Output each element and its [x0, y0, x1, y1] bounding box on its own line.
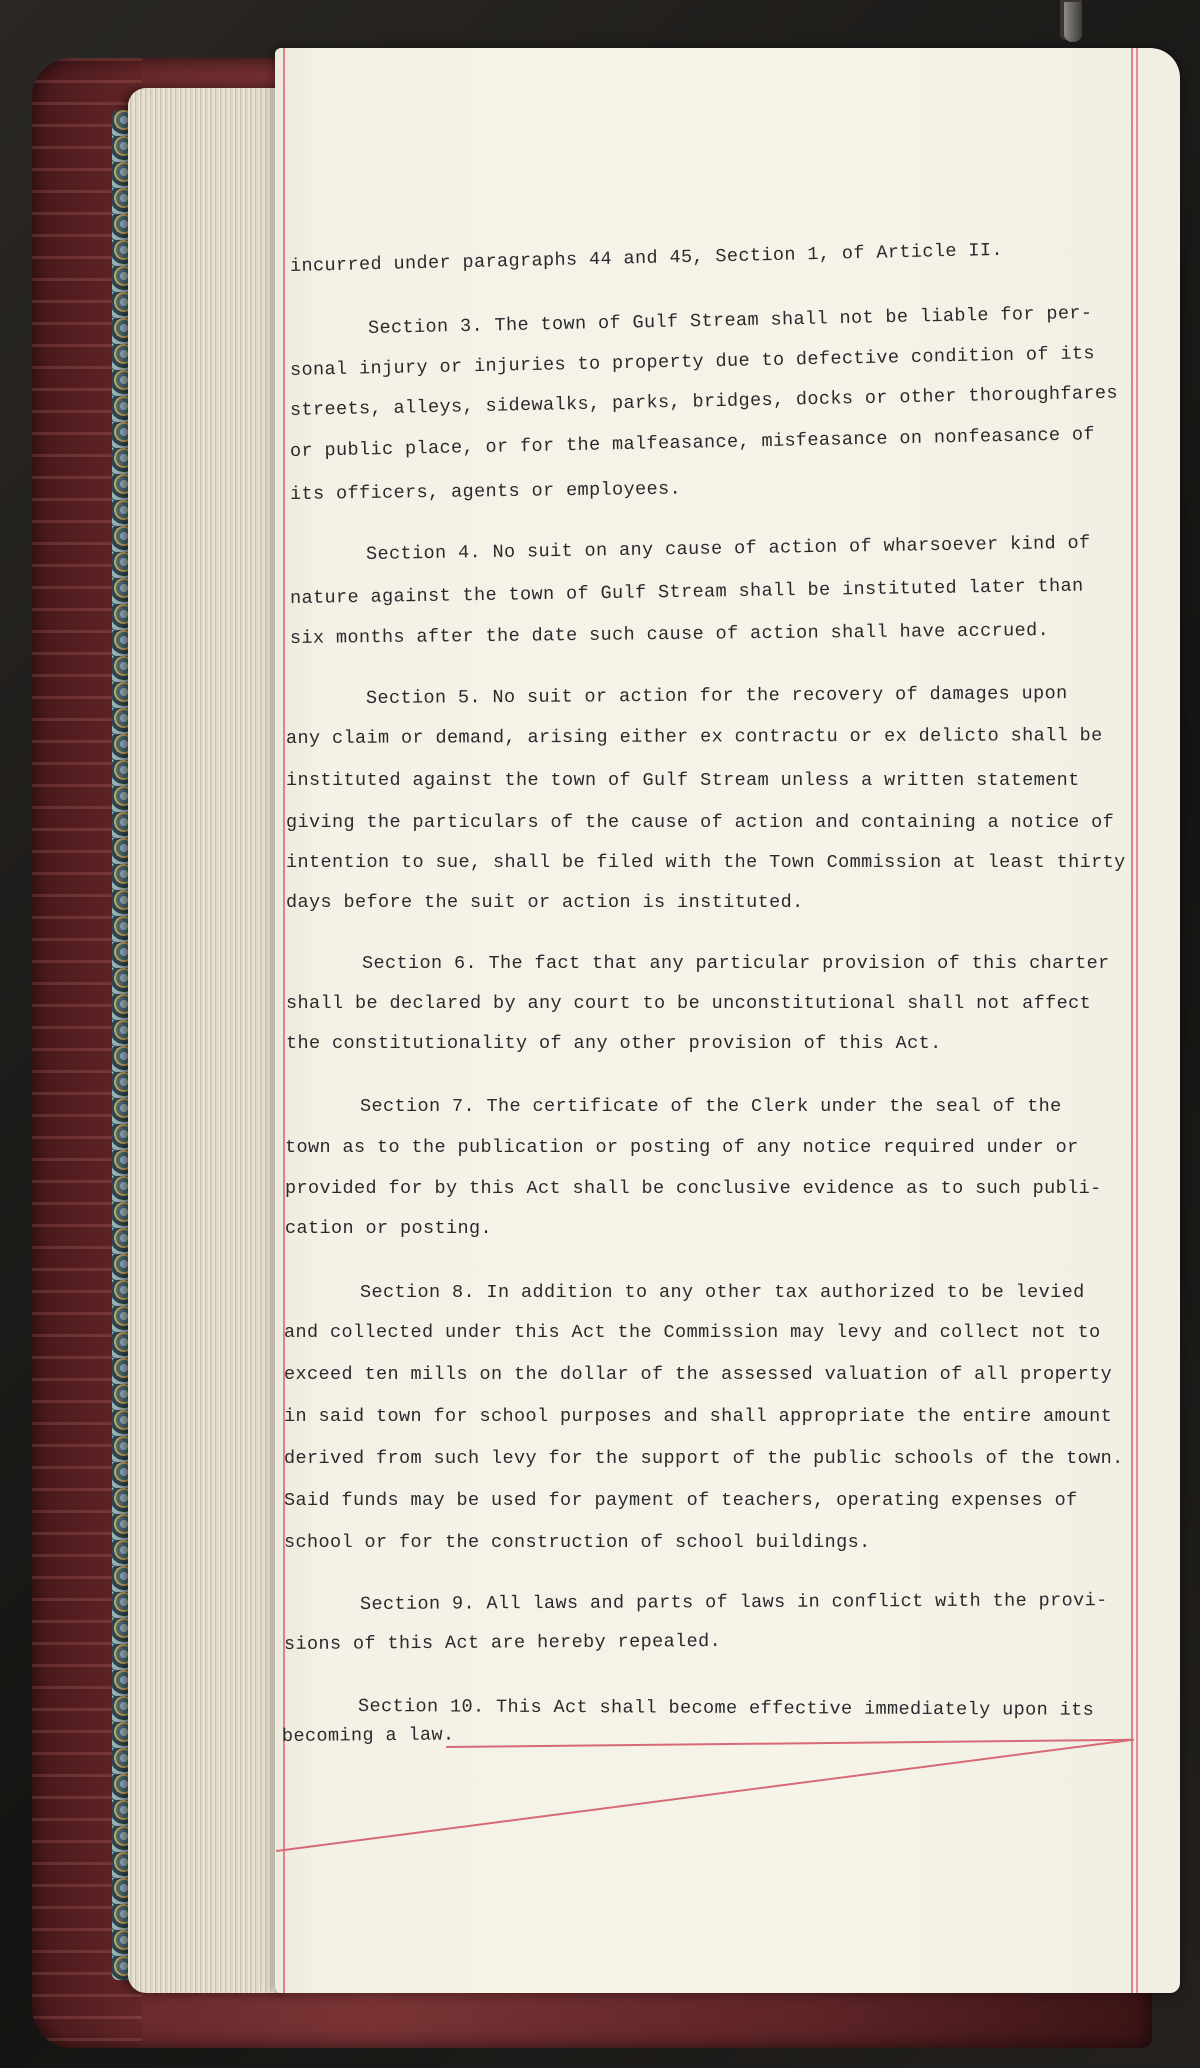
section4-line: Section 4. No suit on any cause of action of wharsoever kind of [365, 532, 1091, 565]
section8-line: and collected under this Act the Commission may levy and collect not to [284, 1322, 1101, 1343]
section10-line: Section 10. This Act shall become effective immediately upon its [357, 1696, 1095, 1721]
section6-line: Section 6. The fact that any particular provision of this charter [362, 953, 1110, 974]
section5-line: intention to sue, shall be filed with the Town Commission at least thirty [286, 852, 1126, 873]
section5-line: giving the particulars of the cause of action and containing a notice of [286, 812, 1115, 833]
section10-line: becoming a law. [281, 1724, 455, 1747]
section3-line: or public place, or for the malfeasance, misfeasance on nonfeasance of [289, 424, 1096, 462]
section8-line: derived from such levy for the support of the public schools of the town. [284, 1448, 1124, 1469]
right-margin-rule-double [1136, 48, 1138, 1993]
section4-line: six months after the date such cause of action shall have accrued. [289, 620, 1050, 649]
metal-clip [1064, 2, 1082, 42]
section9-line: sions of this Act are hereby repealed. [283, 1630, 722, 1655]
section3-line: streets, alleys, sidewalks, parks, bridges, docks or other thoroughfares [289, 382, 1119, 421]
section9-line: Section 9. All laws and parts of laws in conflict with the provi- [359, 1590, 1108, 1615]
section7-line: Section 7. The certificate of the Clerk under the seal of the [360, 1096, 1062, 1117]
section8-line: school or for the construction of school buildings. [284, 1532, 871, 1553]
section6-line: the constitutionality of any other provision of this Act. [286, 1033, 942, 1054]
section8-line: Said funds may be used for payment of teachers, operating expenses of [284, 1490, 1078, 1511]
section3-line: Section 3. The town of Gulf Stream shall not be liable for per- [367, 302, 1093, 339]
section5-line: any claim or demand, arising either ex contractu or ex delicto shall be [285, 725, 1103, 749]
section5-line: Section 5. No suit or action for the recovery of damages upon [365, 683, 1068, 709]
section5-line: instituted against the town of Gulf Stream unless a written statement [286, 770, 1080, 791]
section8-line: exceed ten mills on the dollar of the assessed valuation of all property [284, 1364, 1113, 1385]
section8-line: Section 8. In addition to any other tax authorized to be levied [360, 1282, 1085, 1303]
section4-line: nature against the town of Gulf Stream shall be instituted later than [289, 575, 1084, 609]
section7-line: provided for by this Act shall be conclusive evidence as to such publi- [285, 1178, 1102, 1199]
continuation-line: incurred under paragraphs 44 and 45, Section 1, of Article II. [289, 239, 1004, 277]
section8-line: in said town for school purposes and shall appropriate the entire amount [284, 1406, 1113, 1427]
section7-line: town as to the publication or posting of any notice required under or [285, 1137, 1079, 1158]
section5-line: days before the suit or action is instituted. [286, 892, 804, 913]
right-margin-rule [1131, 48, 1133, 1993]
section7-line: cation or posting. [285, 1218, 493, 1239]
page-stack [128, 88, 288, 1993]
section6-line: shall be declared by any court to be unconstitutional shall not affect [286, 993, 1092, 1014]
section3-line: sonal injury or injuries to property due to defective condition of its [289, 343, 1096, 381]
left-margin-rule [283, 48, 285, 1993]
section3-line: its officers, agents or employees. [289, 478, 682, 505]
